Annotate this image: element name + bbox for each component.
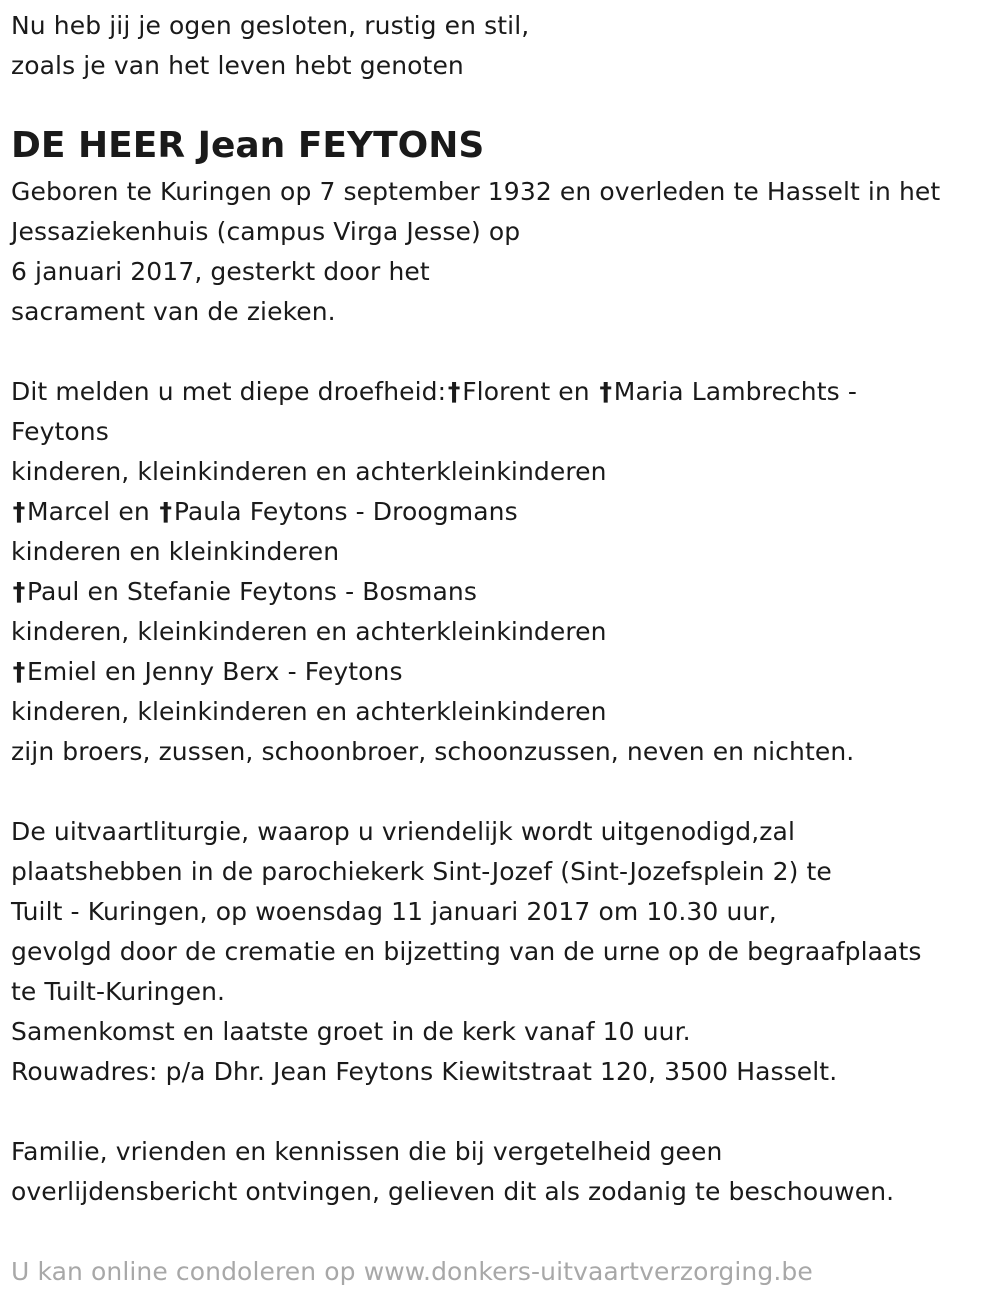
family-line: kinderen, kleinkinderen en achterkleinkinderen bbox=[11, 457, 607, 486]
family-line: Feytons bbox=[11, 417, 109, 446]
family-member: Paula Feytons - Droogmans bbox=[173, 497, 518, 526]
verse-line: Nu heb jij je ogen gesloten, rustig en stil, bbox=[11, 11, 530, 40]
family-member: Maria Lambrechts - bbox=[613, 377, 857, 406]
birth-death-line: 6 januari 2017, gesterkt door het bbox=[11, 257, 430, 286]
family-line bbox=[11, 492, 991, 532]
funeral-line: De uitvaartliturgie, waarop u vriendelijk wordt uitgenodigd,zal bbox=[11, 817, 795, 846]
family-line bbox=[11, 572, 991, 612]
spacer bbox=[11, 1212, 991, 1252]
mourning-address: Rouwadres: p/a Dhr. Jean Feytons Kiewitstraat 120, 3500 Hasselt. bbox=[11, 1057, 838, 1086]
birth-death-line: sacrament van de zieken. bbox=[11, 297, 336, 326]
cross-icon: † bbox=[447, 377, 461, 406]
family-intro: Dit melden u met diepe droefheid: bbox=[11, 377, 447, 406]
cross-icon: † bbox=[12, 657, 26, 686]
funeral-line: plaatshebben in de parochiekerk Sint-Jozef (Sint-Jozefsplein 2) te bbox=[11, 857, 832, 886]
online-condolence-note: U kan online condoleren op www.donkers-uitvaartverzorging.be bbox=[11, 1257, 813, 1286]
memorial-verse bbox=[11, 6, 991, 86]
verse-line: zoals je van het leven hebt genoten bbox=[11, 51, 464, 80]
spacer bbox=[11, 332, 991, 372]
cross-icon: † bbox=[599, 377, 613, 406]
family-line bbox=[11, 652, 991, 692]
family-line bbox=[11, 372, 991, 412]
family-line: kinderen en kleinkinderen bbox=[11, 537, 340, 566]
birth-death-line: Geboren te Kuringen op 7 september 1932 en overleden te Hasselt in het bbox=[11, 177, 941, 206]
deceased-name: DE HEER Jean FEYTONS bbox=[11, 125, 485, 166]
birth-death-line: Jessaziekenhuis (campus Virga Jesse) op bbox=[11, 217, 521, 246]
family-section bbox=[11, 372, 991, 772]
notice-line: Familie, vrienden en kennissen die bij vergetelheid geen bbox=[11, 1137, 723, 1166]
funeral-line: te Tuilt-Kuringen. bbox=[11, 977, 226, 1006]
notice-section bbox=[11, 1132, 991, 1212]
cross-icon: † bbox=[12, 497, 26, 526]
funeral-line: gevolgd door de crematie en bijzetting van de urne op de begraafplaats bbox=[11, 937, 922, 966]
family-member: Marcel en bbox=[27, 497, 158, 526]
family-member: Emiel en Jenny Berx - Feytons bbox=[27, 657, 403, 686]
spacer bbox=[11, 772, 991, 812]
family-line: zijn broers, zussen, schoonbroer, schoonzussen, neven en nichten. bbox=[11, 737, 855, 766]
birth-death-section bbox=[11, 172, 991, 332]
family-member: Florent en bbox=[462, 377, 598, 406]
funeral-line: Samenkomst en laatste groet in de kerk vanaf 10 uur. bbox=[11, 1017, 691, 1046]
funeral-line: Tuilt - Kuringen, op woensdag 11 januari 2017 om 10.30 uur, bbox=[11, 897, 777, 926]
funeral-section bbox=[11, 812, 991, 1092]
family-member: Paul en Stefanie Feytons - Bosmans bbox=[27, 577, 477, 606]
notice-line: overlijdensbericht ontvingen, gelieven dit als zodanig te beschouwen. bbox=[11, 1177, 895, 1206]
cross-icon: † bbox=[12, 577, 26, 606]
spacer bbox=[11, 1092, 991, 1132]
cross-icon: † bbox=[159, 497, 173, 526]
obituary-notice bbox=[11, 0, 991, 1292]
family-line: kinderen, kleinkinderen en achterkleinkinderen bbox=[11, 617, 607, 646]
family-line: kinderen, kleinkinderen en achterkleinkinderen bbox=[11, 697, 607, 726]
